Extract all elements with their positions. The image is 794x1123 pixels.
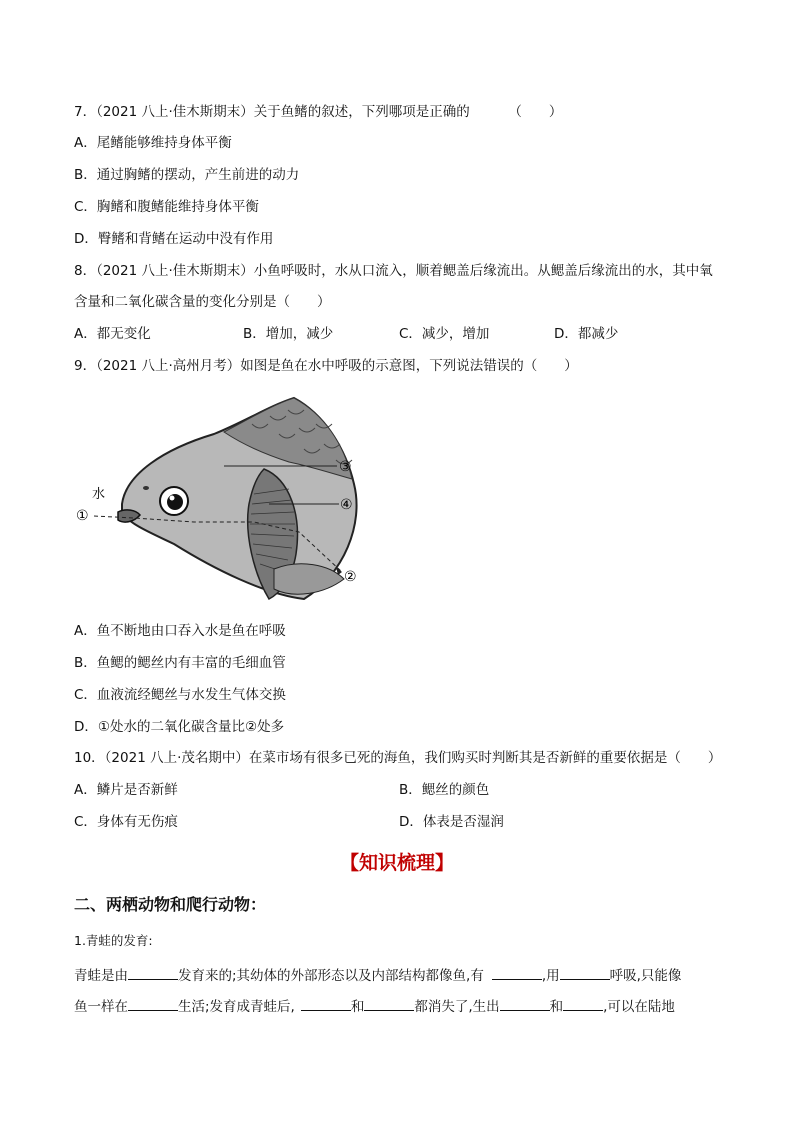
para2-text-1: 鱼一样在 bbox=[74, 999, 128, 1015]
question-8-stem-line1: 8．（2021 八上·佳木斯期末）小鱼呼吸时，水从口流入，顺着鳃盖后缘流出。从鳃盖后缘流出的水，其中氧 bbox=[74, 263, 713, 279]
figure-label-1: ① bbox=[76, 508, 89, 524]
blank[interactable] bbox=[492, 965, 542, 980]
para2-text-2: 生活;发育成青蛙后, bbox=[178, 999, 295, 1015]
question-7-stem bbox=[74, 103, 562, 121]
fish-respiration-figure bbox=[74, 394, 374, 604]
para1-text-2: 发育来的;其幼体的外部形态以及内部结构都像鱼,有 bbox=[178, 968, 484, 984]
q7-stem-text: 7．（2021 八上·佳木斯期末）关于鱼鳍的叙述，下列哪项是正确的 bbox=[74, 104, 470, 120]
q9-option-d: D．①处水的二氧化碳含量比②处多 bbox=[74, 719, 285, 735]
figure-water-label: 水 bbox=[92, 487, 106, 502]
blank[interactable] bbox=[364, 996, 414, 1011]
para1-text-3: ,用 bbox=[541, 968, 560, 984]
blank[interactable] bbox=[563, 996, 603, 1011]
q8-option-c: C．减少，增加 bbox=[399, 326, 490, 342]
section-heading: 二、两栖动物和爬行动物： bbox=[74, 895, 267, 914]
para2-text-3: 和 bbox=[350, 999, 365, 1015]
question-10-stem: 10．（2021 八上·茂名期中）在菜市场有很多已死的海鱼，我们购买时判断其是否新鲜的重要依据是（ ） bbox=[74, 750, 722, 766]
section-title: 【知识梳理】 bbox=[339, 852, 454, 874]
q7-option-d: D．臀鳍和背鳍在运动中没有作用 bbox=[74, 231, 274, 247]
blank[interactable] bbox=[500, 996, 550, 1011]
blank[interactable] bbox=[560, 965, 610, 980]
q10-option-a: A．鳞片是否新鲜 bbox=[74, 782, 178, 798]
q7-answer-paren: （ ） bbox=[508, 104, 563, 120]
question-9-stem: 9．（2021 八上·高州月考）如图是鱼在水中呼吸的示意图，下列说法错误的（ ） bbox=[74, 358, 578, 374]
para2-text-5: 和 bbox=[549, 999, 564, 1015]
para2-text-6: ,可以在陆地 bbox=[603, 999, 675, 1015]
q8-option-d: D．都减少 bbox=[554, 326, 619, 342]
q8-option-b: B．增加，减少 bbox=[243, 326, 334, 342]
figure-label-2: ② bbox=[344, 569, 357, 585]
q9-option-c: C．血液流经鳃丝与水发生气体交换 bbox=[74, 687, 286, 703]
blank[interactable] bbox=[128, 965, 178, 980]
q7-option-b: B．通过胸鳍的摆动，产生前进的动力 bbox=[74, 167, 300, 183]
q8-option-a: A．都无变化 bbox=[74, 326, 151, 342]
para1-text-4: 呼吸,只能像 bbox=[609, 968, 682, 984]
q9-option-a: A．鱼不断地由口吞入水是鱼在呼吸 bbox=[74, 623, 286, 639]
para1-text-1: 青蛙是由 bbox=[74, 968, 128, 984]
q7-option-c: C．胸鳍和腹鳍能维持身体平衡 bbox=[74, 199, 259, 215]
question-8-stem-line2: 含量和二氧化碳含量的变化分别是（ ） bbox=[74, 294, 331, 310]
q9-option-b: B．鱼鳃的鳃丝内有丰富的毛细血管 bbox=[74, 655, 286, 671]
figure-label-4: ④ bbox=[340, 497, 353, 513]
fill-in-paragraph-line1 bbox=[74, 965, 681, 985]
fill-in-paragraph-line2 bbox=[74, 996, 675, 1016]
q7-option-a: A．尾鳍能够维持身体平衡 bbox=[74, 135, 232, 151]
blank[interactable] bbox=[128, 996, 178, 1011]
para2-text-4: 都消失了,生出 bbox=[414, 999, 500, 1015]
figure-label-3: ③ bbox=[339, 459, 352, 475]
blank[interactable] bbox=[301, 996, 351, 1011]
q10-option-c: C．身体有无伤痕 bbox=[74, 814, 178, 830]
q10-option-b: B．鳃丝的颜色 bbox=[399, 782, 490, 798]
q10-option-d: D．体表是否湿润 bbox=[399, 814, 504, 830]
subsection-title: 1.青蛙的发育: bbox=[74, 933, 153, 948]
